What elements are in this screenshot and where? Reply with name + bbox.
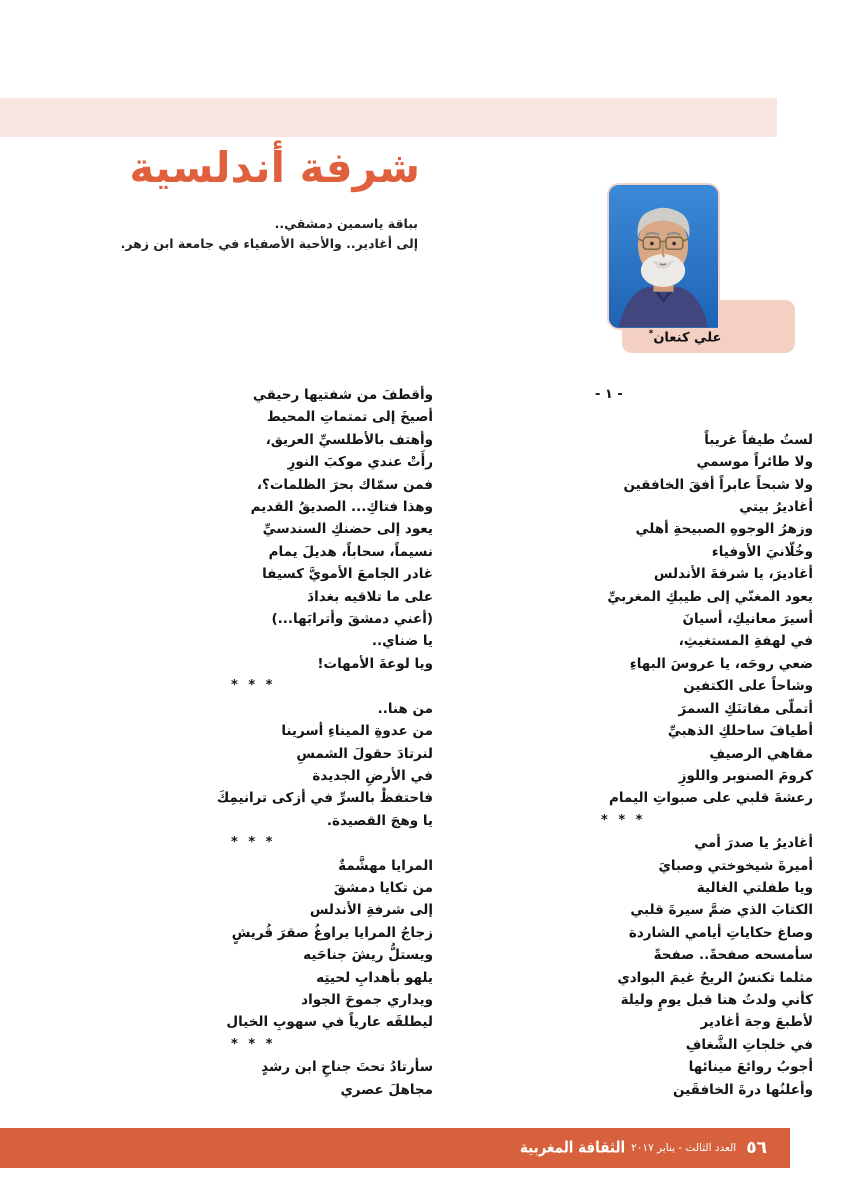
poem-line: فاحتفظْ بالسرِّ في أزكى ترانيمِكَ (216, 790, 433, 807)
poem-line: وزهرُ الوجوهِ الصبيحةِ أهلي (635, 521, 813, 538)
poem-line: أتملّى مفاتنَكِ السمرَ (678, 700, 813, 717)
poem-line: كأني ولدتُ هنا قبل يومٍ وليلة (620, 991, 813, 1008)
page-number: ٥٦ (746, 1138, 767, 1158)
poem-line: في لهفةِ المستغيثِ، (678, 633, 813, 650)
poem-line: يعود إلى حضنكِ السندسيِّ (262, 521, 433, 538)
poem-line: ويا لوعةَ الأمهات! (317, 655, 433, 672)
dedication-line-2: إلى أغادير.. والأحبة الأصفياء في جامعة ابن زهر. (120, 236, 418, 251)
poem-line: ويستلُّ ريشَ جناحَيه (303, 947, 433, 964)
poem-column-right (595, 384, 813, 1101)
poem-line: لأطبعَ وجهَ أغادير (700, 1014, 813, 1031)
dedication (121, 214, 418, 254)
poem-line: ولا طائراً موسمي (696, 454, 813, 471)
section-number: - ١ - (595, 387, 623, 402)
blank-row (595, 406, 813, 428)
poem-line: المرايا مهشَّمةٌ (338, 857, 433, 874)
poem-line: يا ضناي.. (371, 633, 433, 650)
poem-line: رعشةَ قلبي على صبواتِ اليمام (608, 790, 813, 807)
poem-line: أغاديرُ بيتي (739, 499, 813, 516)
poem-line: إلى شرفةِ الأندلس (309, 902, 433, 919)
decorative-band (0, 98, 777, 137)
poem-column-left (216, 384, 433, 1101)
poem-line: من هنا.. (377, 700, 433, 717)
poem-line: ولا شبحاً عابراً أفقَ الخافقين (623, 476, 813, 493)
issue-date: العدد الثالث - يناير ٢٠١٧ (631, 1142, 737, 1154)
poem-line: أسيرَ معانيكِ، أسيانَ (682, 611, 813, 628)
poem-line: في خلجاتِ الشَّغافِ (685, 1036, 813, 1053)
poem-line: غادر الجامعَ الأمويَّ كسيفا (262, 566, 433, 583)
poem-line: لنرتادَ حقولَ الشمسِ (296, 745, 433, 762)
poem-line: لستُ طيفاً غريباً (704, 431, 813, 448)
poem-line: من تكايا دمشقَ (333, 879, 433, 896)
portrait-illustration (609, 185, 718, 328)
poem-line: رأَتْ عندي موكبَ النورِ (287, 454, 433, 471)
poem-line: كرومَ الصنوبر واللوزِ (678, 767, 813, 784)
footer-band (0, 1128, 790, 1168)
poem-line: وأقطفَ من شفتيها رحيقي (252, 387, 433, 403)
stanza-separator: * * * (231, 1036, 276, 1052)
poem-line: سأمسحه صفحةً.. صفحةً (653, 947, 813, 964)
poem-line: أميرةَ شيخوختي وصبايَ (658, 857, 813, 874)
poem-line: سأرتادُ تحتَ جناحِ ابن رشدٍ (261, 1059, 433, 1076)
magazine-logo: الثقافة المغربية (519, 1138, 626, 1158)
poem-line: زجاجُ المرايا يراوغُ صقرَ قُريشٍ (231, 924, 433, 941)
poem-line: ليطلقَه عارياً في سهوبِ الخيال (226, 1014, 433, 1031)
poem-line: أصيخَ إلى تمتماتِ المحيط (266, 409, 433, 426)
poem-line: على ما تلاقيه بغدادَ (307, 588, 433, 605)
poem-line: فمن سمّاك بحرَ الظلمات؟، (256, 476, 433, 493)
poem-line: مثلما تكنسُ الريحُ غيمَ البوادي (617, 969, 813, 986)
poem-line: مقاهي الرصيفِ (709, 745, 813, 762)
poem-line: وهذا فتاكِ... الصديقُ القديم (250, 499, 433, 516)
poem-line: وصاغ حكاياتِ أيامي الشاردة (628, 924, 813, 941)
poem-line: ضعي روحَه، يا عروسَ البهاءِ (629, 655, 813, 672)
footnote-asterisk: * (648, 329, 654, 339)
author-name (626, 329, 744, 345)
poem-line: من عدوةِ الميناءِ أسرينا (281, 723, 433, 740)
page-title: شرفة أندلسية (129, 143, 420, 192)
poem-line: وشاحاً على الكتفين (683, 678, 813, 695)
poem-line: وأعلنُها درةَ الخافقَين (672, 1081, 813, 1098)
poem-line: نسيماً، سحاباً، هديلَ يمام (268, 543, 433, 560)
author-name-text: علي كنعان (653, 330, 722, 346)
poem-line: أجوبُ روائعَ مينائها (688, 1059, 813, 1076)
poem-line: يعود المغنّي إلى طيبكِ المغربيِّ (607, 588, 813, 605)
poem-line: ويداري جموحَ الجواد (301, 991, 433, 1008)
poem-line: أغاديرُ يا صدرَ أمي (694, 835, 813, 852)
poem-line: أطيافَ ساحلكِ الذهبيِّ (667, 723, 813, 740)
poem-rows-right (595, 406, 813, 1101)
poem-rows-left (216, 384, 433, 1101)
stanza-separator: * * * (601, 812, 646, 828)
poem-line: وأهتف بالأطلسيِّ العريق، (265, 431, 433, 448)
poem-line: ويا طفلتي الغالية (696, 879, 813, 896)
dedication-line-1: بباقة ياسمين دمشقي.. (274, 216, 418, 231)
poem-line: الكتابَ الذي ضمَّ سيرةَ قلبي (630, 902, 813, 919)
poem-line: يلهو بأهدابِ لحيتِه (316, 969, 433, 986)
stanza-separator: * * * (231, 835, 276, 851)
poem-line: وخُلّانيَ الأوفياء (711, 543, 813, 560)
poem-line: (أعني دمشقَ وأترابَها...) (271, 611, 433, 628)
poem-line: مجاهلَ عصري (340, 1081, 433, 1098)
poem-line: في الأرضِ الجديدة (312, 767, 433, 784)
author-photo (607, 183, 720, 330)
stanza-separator: * * * (231, 678, 276, 694)
poem-line: أغاديرَ، يا شرفةَ الأندلس (653, 566, 813, 583)
poem-line: يا وهجَ القصيدة. (326, 812, 433, 829)
